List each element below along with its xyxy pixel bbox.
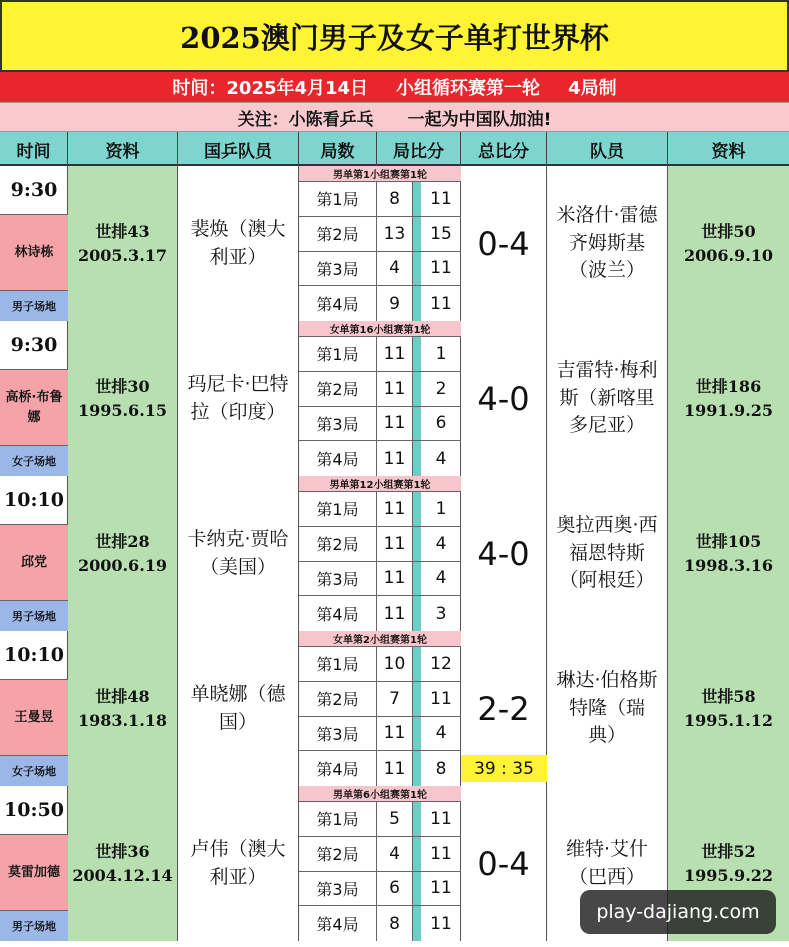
game-label: 第1局: [299, 492, 377, 526]
game-score-cn: 10: [377, 647, 413, 681]
cn-rank: 世排30: [95, 377, 150, 397]
game-score-opp: 4: [435, 533, 447, 554]
game-score-cn: 6: [377, 872, 413, 906]
game-score-opp: 1: [435, 498, 447, 519]
stage-label: 男单第1小组赛第1轮: [299, 166, 461, 182]
col-total: 总比分: [461, 132, 547, 166]
score-divider: [413, 596, 421, 631]
cn-rank: 世排48: [95, 687, 150, 707]
opp-info: [668, 631, 789, 786]
opponent-b-name: 维特·艾什（巴西）: [547, 786, 668, 941]
cn-info: [68, 631, 178, 786]
game-score-opp: 8: [435, 758, 447, 779]
game-score-opp: 11: [430, 258, 452, 279]
cn-info: [68, 321, 178, 476]
opp-rank: 世排58: [701, 687, 756, 707]
game-label: 第4局: [299, 751, 377, 786]
game-score-cn: 11: [377, 596, 413, 631]
game-row: [299, 802, 461, 837]
cn-player-name: 林诗栋: [0, 214, 68, 290]
game-score-opp: 11: [430, 913, 452, 934]
game-row: [299, 372, 461, 407]
game-row: [299, 217, 461, 252]
opp-info: [668, 166, 789, 321]
cn-info: [68, 476, 178, 631]
col-cn-player: 国乒队员: [178, 132, 299, 166]
cn-birth: 1995.6.15: [77, 400, 168, 420]
game-score-cn: 13: [377, 217, 413, 251]
game-score-opp: 11: [430, 688, 452, 709]
game-score-cn: 11: [377, 407, 413, 441]
cheer-text: 一起为中国队加油!: [407, 109, 552, 130]
score-divider: [413, 182, 421, 216]
game-label: 第1局: [299, 802, 377, 836]
cn-player-name: 莫雷加德: [0, 834, 68, 910]
match-row: [0, 166, 789, 321]
cn-birth: 2000.6.19: [77, 555, 168, 575]
game-row: [299, 682, 461, 717]
game-score-opp: 6: [435, 413, 447, 434]
match-time: 9:30: [10, 334, 58, 356]
score-divider: [413, 872, 421, 906]
opponent-a-name: 卡纳克·贾哈（美国）: [178, 476, 299, 631]
game-score-opp: 4: [435, 723, 447, 744]
cn-rank: 世排43: [95, 222, 150, 242]
games-block: [299, 631, 461, 786]
game-label: 第4局: [299, 441, 377, 476]
opp-info: [668, 476, 789, 631]
total-score: 0-4: [461, 786, 547, 941]
total-score: 0-4: [461, 166, 547, 321]
opp-birth: 1995.9.22: [683, 865, 774, 885]
game-label: 第3局: [299, 872, 377, 906]
score-divider: [413, 217, 421, 251]
time-cell: [0, 166, 68, 321]
game-score-opp: 11: [430, 293, 452, 314]
game-score-cn: 11: [377, 751, 413, 786]
game-label: 第3局: [299, 562, 377, 596]
score-divider: [413, 337, 421, 371]
stage-label: 女单第16小组赛第1轮: [299, 321, 461, 337]
col-opponent: 队员: [547, 132, 668, 166]
game-score-cn: 11: [377, 372, 413, 406]
game-label: 第1局: [299, 182, 377, 216]
game-score-cn: 4: [377, 252, 413, 286]
game-score-opp: 3: [435, 603, 447, 624]
date-text: 时间：2025年4月14日: [172, 78, 369, 99]
total-score: 4-0: [461, 476, 547, 631]
opp-birth: 2006.9.10: [683, 245, 774, 265]
game-row: [299, 407, 461, 442]
time-cell: [0, 631, 68, 786]
game-score-opp: 4: [435, 448, 447, 469]
games-block: [299, 166, 461, 321]
game-row: [299, 527, 461, 562]
game-label: 第2局: [299, 372, 377, 406]
score-divider: [413, 562, 421, 596]
time-cell: [0, 786, 68, 941]
game-score-cn: 5: [377, 802, 413, 836]
game-row: [299, 252, 461, 287]
game-label: 第3局: [299, 252, 377, 286]
game-row: [299, 182, 461, 217]
col-time: 时间: [0, 132, 68, 166]
opp-rank: 世排50: [701, 222, 756, 242]
match-time: 10:10: [4, 644, 64, 666]
game-row: [299, 441, 461, 476]
score-divider: [413, 286, 421, 321]
game-score-opp: 11: [430, 188, 452, 209]
game-label: 第1局: [299, 337, 377, 371]
format-text: 4局制: [568, 78, 617, 99]
follow-bar: [0, 102, 789, 132]
stage-label: 女单第2小组赛第1轮: [299, 631, 461, 647]
score-divider: [413, 647, 421, 681]
game-row: [299, 751, 461, 786]
score-divider: [413, 751, 421, 786]
opponent-b-name: 奥拉西奥·西福恩特斯（阿根廷）: [547, 476, 668, 631]
score-divider: [413, 906, 421, 941]
time-cell: [0, 476, 68, 631]
game-score-opp: 15: [430, 223, 452, 244]
total-score: 4-0: [461, 321, 547, 476]
game-score-cn: 8: [377, 182, 413, 216]
opp-info: [668, 321, 789, 476]
venue-label: 男子场地: [0, 600, 68, 631]
match-row: [0, 321, 789, 476]
opp-rank: 世排105: [695, 532, 762, 552]
game-label: 第4局: [299, 906, 377, 941]
venue-label: 女子场地: [0, 755, 68, 786]
game-label: 第2局: [299, 837, 377, 871]
cn-player-name: 高桥·布鲁娜: [0, 369, 68, 445]
cn-player-name: 王曼昱: [0, 679, 68, 755]
cn-birth: 2004.12.14: [72, 865, 173, 885]
score-divider: [413, 682, 421, 716]
game-score-opp: 12: [430, 653, 452, 674]
game-score-cn: 11: [377, 492, 413, 526]
game-row: [299, 837, 461, 872]
game-label: 第3局: [299, 407, 377, 441]
col-info-left: 资料: [68, 132, 178, 166]
game-score-opp: 2: [435, 378, 447, 399]
match-time: 10:50: [4, 799, 64, 821]
watermark: play-dajiang.com: [580, 890, 776, 934]
cn-rank: 世排36: [95, 842, 150, 862]
match-time: 10:10: [4, 489, 64, 511]
game-row: [299, 906, 461, 941]
game-row: [299, 717, 461, 752]
game-score-opp: 1: [435, 343, 447, 364]
col-game-score: 局比分: [377, 132, 461, 166]
total-score: 2-2: [461, 631, 547, 786]
game-label: 第4局: [299, 596, 377, 631]
game-row: [299, 562, 461, 597]
match-time: 9:30: [10, 179, 58, 201]
score-divider: [413, 837, 421, 871]
game-row: [299, 337, 461, 372]
game-row: [299, 286, 461, 321]
cn-info: [68, 166, 178, 321]
games-block: [299, 476, 461, 631]
game-score-cn: 4: [377, 837, 413, 871]
schedule-bar: [0, 72, 789, 102]
cn-birth: 1983.1.18: [77, 710, 168, 730]
opponent-a-name: 单晓娜（德国）: [178, 631, 299, 786]
game-score-cn: 11: [377, 441, 413, 476]
game-score-cn: 11: [377, 337, 413, 371]
game-row: [299, 492, 461, 527]
venue-label: 女子场地: [0, 445, 68, 476]
score-divider: [413, 407, 421, 441]
game-score-cn: 9: [377, 286, 413, 321]
opponent-a-name: 玛尼卡·巴特拉（印度）: [178, 321, 299, 476]
game-label: 第2局: [299, 682, 377, 716]
score-divider: [413, 252, 421, 286]
time-cell: [0, 321, 68, 476]
games-block: [299, 321, 461, 476]
col-info-right: 资料: [711, 141, 746, 162]
game-label: 第1局: [299, 647, 377, 681]
opponent-a-name: 卢伟（澳大利亚）: [178, 786, 299, 941]
stage-label: 男单第6小组赛第1轮: [299, 786, 461, 802]
cn-rank: 世排28: [95, 532, 150, 552]
opp-rank: 世排186: [695, 377, 762, 397]
game-row: [299, 872, 461, 907]
follow-text: 关注：小陈看乒乓: [237, 109, 374, 130]
game-score-cn: 11: [377, 717, 413, 751]
opp-birth: 1998.3.16: [683, 555, 774, 575]
venue-label: 男子场地: [0, 290, 68, 321]
opponent-b-name: 米洛什·雷德齐姆斯基（波兰）: [547, 166, 668, 321]
game-score-cn: 8: [377, 906, 413, 941]
score-divider: [413, 527, 421, 561]
page-title: 2025澳门男子及女子单打世界杯: [0, 0, 789, 72]
game-score-cn: 11: [377, 562, 413, 596]
game-label: 第2局: [299, 217, 377, 251]
points-total: 39 : 35: [461, 755, 547, 782]
cn-info: [68, 786, 178, 941]
opponent-b-name: 琳达·伯格斯特隆（瑞典）: [547, 631, 668, 786]
game-label: 第4局: [299, 286, 377, 321]
score-divider: [413, 372, 421, 406]
opponent-b-name: 吉雷特·梅利斯（新喀里多尼亚）: [547, 321, 668, 476]
opp-birth: 1995.1.12: [683, 710, 774, 730]
game-score-opp: 11: [430, 843, 452, 864]
game-row: [299, 596, 461, 631]
opp-birth: 1991.9.25: [683, 400, 774, 420]
stage-label: 男单第12小组赛第1轮: [299, 476, 461, 492]
cn-birth: 2005.3.17: [77, 245, 168, 265]
games-block: [299, 786, 461, 941]
game-score-opp: 4: [435, 568, 447, 589]
round-text: 小组循环赛第一轮: [396, 78, 541, 99]
match-row: [0, 631, 789, 786]
col-games: 局数: [299, 132, 377, 166]
match-row: [0, 476, 789, 631]
cn-player-name: 邱党: [0, 524, 68, 600]
game-score-opp: 11: [430, 808, 452, 829]
opp-rank: 世排52: [701, 842, 756, 862]
score-divider: [413, 441, 421, 476]
game-label: 第3局: [299, 717, 377, 751]
game-score-opp: 11: [430, 878, 452, 899]
opponent-a-name: 裴焕（澳大利亚）: [178, 166, 299, 321]
table-header: [0, 132, 789, 166]
venue-label: 男子场地: [0, 910, 68, 941]
game-row: [299, 647, 461, 682]
score-divider: [413, 802, 421, 836]
game-score-cn: 11: [377, 527, 413, 561]
game-label: 第2局: [299, 527, 377, 561]
game-score-cn: 7: [377, 682, 413, 716]
score-divider: [413, 717, 421, 751]
score-divider: [413, 492, 421, 526]
